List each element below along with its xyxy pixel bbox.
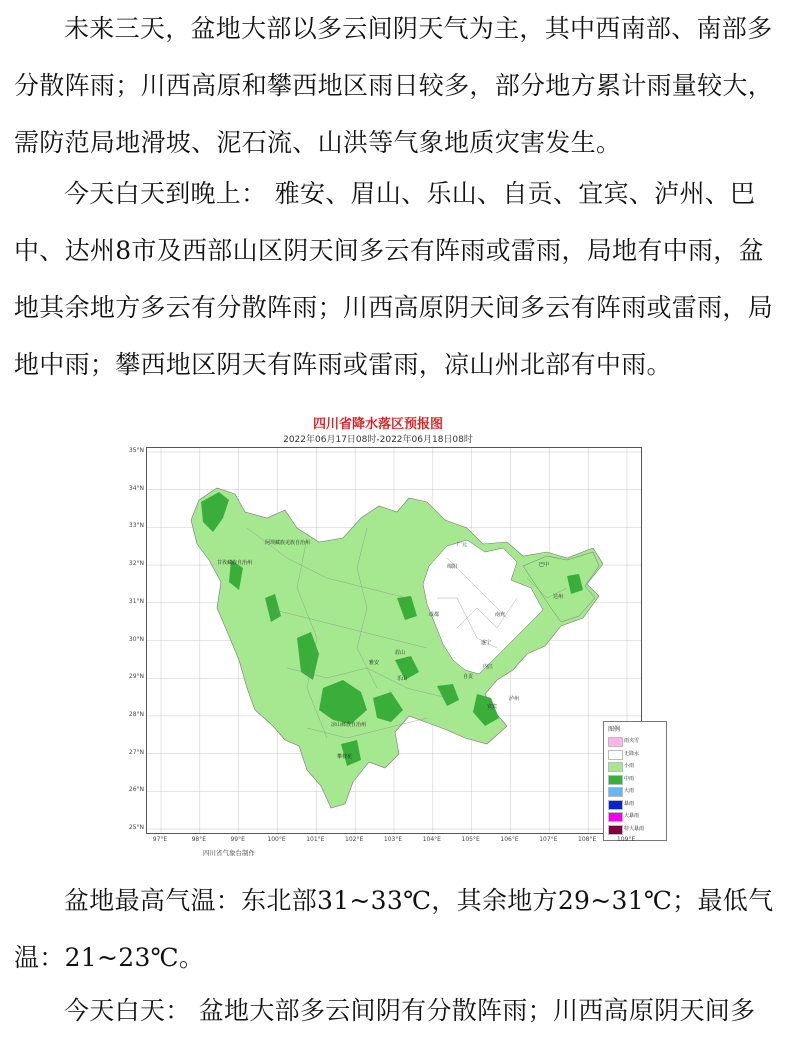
province-shape [191,488,603,808]
legend-item [608,736,664,746]
legend-item [608,761,664,771]
legend-label: 中雨 [624,775,635,782]
longitude-label: 97°E [152,836,168,843]
legend-label: 大雨 [624,788,635,794]
place-label: 南充 [495,612,506,618]
place-label: 乐山 [397,676,408,682]
legend-label: 特大暴雨 [624,825,645,832]
longitude-label: 108°E [578,836,597,843]
map-credit: 四川省气象台制作 [203,849,255,857]
longitude-label: 102°E [345,836,364,843]
longitude-label: 107°E [539,836,558,843]
legend-title: 图例 [608,726,621,733]
legend-label: 暴雨 [624,800,635,807]
latitude-label: 32°N [128,560,144,568]
map-subtitle: 2022年06月17日08时-2022年06月18日08时 [283,435,473,445]
precipitation-forecast-map [108,405,648,857]
longitude-label: 105°E [461,836,480,843]
place-label: 甘孜藏族自治州 [217,560,253,566]
place-label: 自贡 [463,674,474,680]
latitude-label: 35°N [128,447,144,454]
sichuan-map [147,448,641,833]
place-label: 雅安 [369,660,380,666]
legend-item [608,799,664,809]
legend-swatch [608,762,623,772]
legend-swatch [608,787,623,797]
place-label: 遂宁 [481,640,492,646]
legend-label: 大暴雨 [624,813,640,819]
place-label: 巴中 [539,562,550,568]
paragraph-today-forecast: 今天白天到晚上： 雅安、眉山、乐山、自贡、宜宾、泸州、巴中、达州8市及西部山区阴天间多云有阵雨或雷雨，局地有中雨，盆地其余地方多云有分散阵雨；川西高原阴天间多云有阵雨或雷雨，局地中雨；攀西地区阴天有阵雨或雷雨，凉山州北部有中雨。 [14,179,774,379]
place-label: 成都 [429,612,440,618]
latitude-label: 29°N [128,673,144,681]
legend-swatch [608,800,623,810]
legend-swatch [608,750,623,760]
place-label: 攀枝花 [337,754,353,760]
legend-item [608,786,664,796]
legend-swatch [608,737,623,747]
latitude-label: 30°N [128,635,144,643]
latitude-label: 31°N [128,597,144,605]
place-label: 泸州 [509,696,520,702]
legend-item [608,749,664,759]
legend-label: 雨夹雪 [624,738,640,744]
legend-item [608,824,664,834]
longitude-label: 100°E [267,836,286,843]
place-label: 绵阳 [447,564,458,570]
legend-swatch [608,825,623,835]
place-label: 达州 [553,594,564,600]
paragraph-basin-temperature: 盆地最高气温：东北部31~33℃，其余地方29~31℃；最低气温：21~23℃。 [14,886,774,972]
paragraph-daytime-forecast: 今天白天： 盆地大部多云间阴有分散阵雨；川西高原阴天间多 [64,996,756,1025]
longitude-label: 106°E [500,836,519,843]
legend-swatch [608,812,623,822]
latitude-label: 33°N [128,522,144,530]
paragraph-outlook: 未来三天，盆地大部以多云间阴天气为主，其中西南部、南部多分散阵雨；川西高原和攀西地区雨日较多，部分地方累计雨量较大，需防范局地滑坡、泥石流、山洪等气象地质灾害发生。 [14,14,774,157]
longitude-label: 109°E [616,836,636,843]
legend-label: 小雨 [624,763,635,769]
latitude-label: 27°N [128,748,144,756]
longitude-label: 104°E [422,836,441,843]
legend-item [608,811,664,821]
place-label: 眉山 [395,650,406,656]
place-label: 广元 [457,542,468,548]
map-title: 四川省降水落区预报图 [312,417,443,432]
latitude-label: 25°N [128,824,144,831]
longitude-label: 103°E [383,836,403,843]
legend-label: 无降水 [624,750,640,757]
longitude-label: 98°E [191,836,207,843]
legend-swatch [608,775,623,785]
place-label: 阿坝藏族羌族自治州 [265,540,311,546]
longitude-label: 101°E [306,836,325,843]
map-legend [603,721,667,841]
place-label: 宜宾 [487,704,498,710]
legend-item [608,774,664,784]
latitude-label: 34°N [128,484,144,492]
latitude-label: 28°N [128,710,144,718]
place-label: 凉山彝族自治州 [331,722,367,728]
place-label: 内江 [483,664,494,670]
latitude-label: 26°N [128,786,144,794]
longitude-label: 99°E [230,836,245,843]
